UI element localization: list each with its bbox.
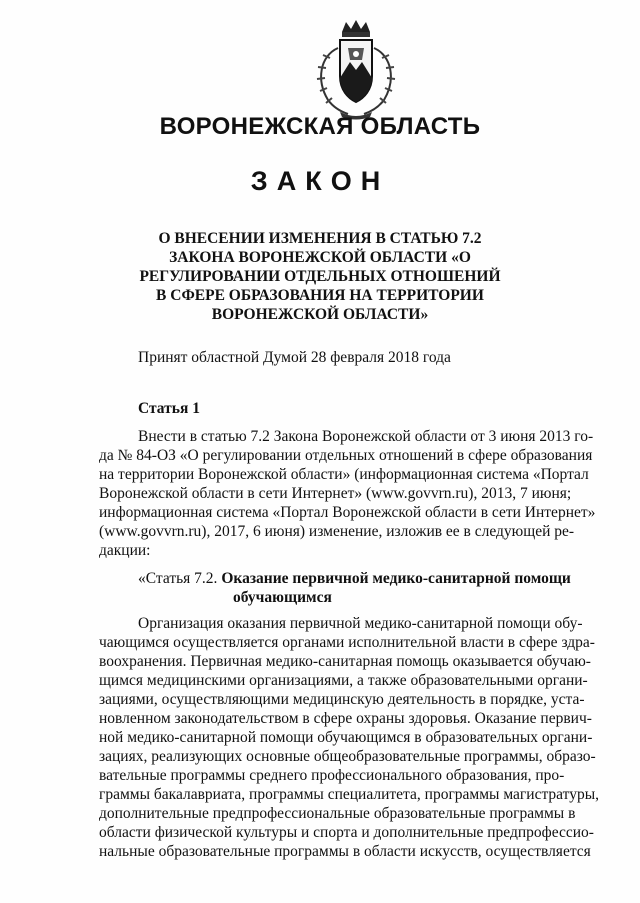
- article-7-2-title-cont: обучающимся: [233, 589, 332, 606]
- body-line: вательные программы среднего профессионального образования, про-: [99, 767, 565, 784]
- body-line: информационная система «Портал Воронежской области в сети Интернет»: [99, 504, 596, 521]
- body-line: дополнительные предпрофессиональные образовательные программы в: [99, 805, 576, 822]
- body-line: дакции:: [99, 542, 151, 559]
- body-line: ной медико-санитарной помощи обучающимся в образовательных органи-: [99, 729, 593, 746]
- body-line: чающимся осуществляется органами исполнительной власти в сфере здра-: [99, 634, 595, 651]
- law-title: [120, 229, 520, 324]
- body-line: на территории Воронежской области» (информационная система «Портал: [99, 466, 589, 483]
- region-title: ВОРОНЕЖСКАЯ ОБЛАСТЬ: [159, 113, 481, 140]
- document-type: ЗАКОН: [250, 166, 390, 196]
- body-line: Организация оказания первичной медико-санитарной помощи обу-: [138, 615, 583, 632]
- body-line: (www.govvrn.ru), 2017, 6 июня) изменение, изложив ее в следующей ре-: [99, 523, 575, 540]
- body-line: граммы бакалавриата, программы специалитета, программы магистратуры,: [99, 786, 599, 803]
- adoption-date: Принят областной Думой 28 февраля 2018 года: [138, 349, 451, 366]
- body-line: зациях, реализующих основные общеобразовательные программы, образо-: [99, 748, 596, 765]
- law-title-line: ЗАКОНА ВОРОНЕЖСКОЙ ОБЛАСТИ «О: [169, 249, 471, 266]
- law-title-line: В СФЕРЕ ОБРАЗОВАНИЯ НА ТЕРРИТОРИИ: [156, 287, 484, 304]
- article-7-2-prefix: «Статья 7.2.: [138, 570, 218, 587]
- body-line: новленном законодательством в сфере охраны здоровья. Оказание первич-: [99, 710, 592, 727]
- law-title-line: О ВНЕСЕНИИ ИЗМЕНЕНИЯ В СТАТЬЮ 7.2: [158, 230, 482, 247]
- body-line: зациями, осуществляющими медицинскую деятельность в порядке, уста-: [99, 691, 585, 708]
- law-title-line: ВОРОНЕЖСКОЙ ОБЛАСТИ»: [211, 306, 429, 323]
- body-line: Внести в статью 7.2 Закона Воронежской области от 3 июня 2013 го-: [138, 428, 594, 445]
- article-7-2-title: Оказание первичной медико-санитарной помощи: [221, 570, 571, 587]
- law-title-line: РЕГУЛИРОВАНИИ ОТДЕЛЬНЫХ ОТНОШЕНИЙ: [139, 268, 501, 285]
- article-1-title: Статья 1: [138, 400, 200, 417]
- article-7-2-heading: [138, 570, 571, 588]
- body-line: воохранения. Первичная медико-санитарная помощь оказывается обучаю-: [99, 653, 591, 670]
- body-line: области физической культуры и спорта и дополнительные предпрофессио-: [99, 824, 594, 841]
- body-line: Воронежской области в сети Интернет» (www.govvrn.ru), 2013, 7 июня;: [99, 485, 572, 502]
- body-line: нальные образовательные программы в области искусств, осуществляется: [99, 843, 591, 860]
- body-line: да № 84-ОЗ «О регулировании отдельных отношений в сфере образования: [99, 447, 593, 464]
- coat-of-arms-icon: [308, 18, 404, 122]
- body-line: щимся медицинскими организациями, а также образовательными органи-: [99, 672, 588, 689]
